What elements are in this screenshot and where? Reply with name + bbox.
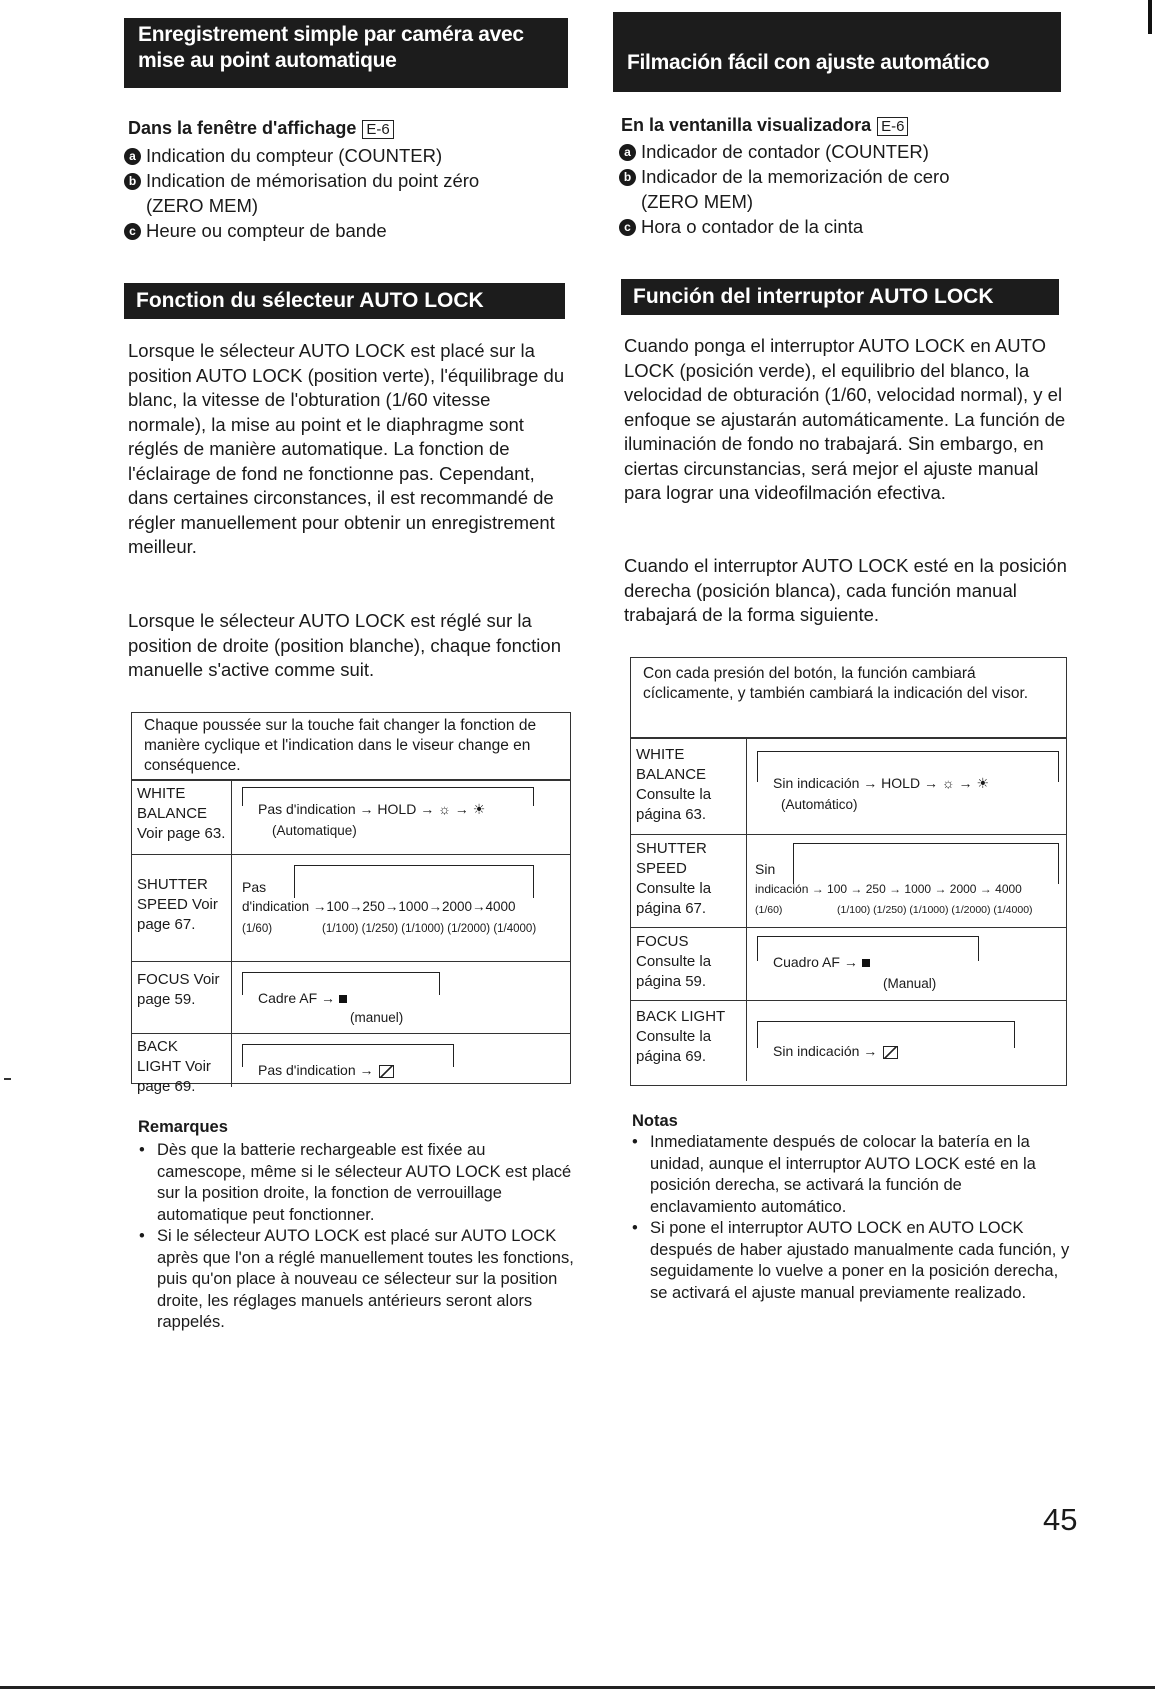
filled-square-icon	[862, 959, 870, 967]
left-paragraph-1: Lorsque le sélecteur AUTO LOCK est placé sur la position AUTO LOCK (position verte), l'équilibrage du blanc, la vitesse de l'obturation (1/60 vitesse normale), la mise au point et le diaphragme sont réglés de manière automatique. La fonction de l'éclairage de fond ne fonctionne pas. Cependant, dans certaines circonstances, il est recommandé de régler manuellement pour obtenir un enregistrement meilleur.	[128, 340, 565, 557]
margin-dash	[4, 1078, 11, 1080]
circled-letter-icon: a	[124, 148, 141, 165]
left-note-2: • Si le sélecteur AUTO LOCK est placé sur AUTO LOCK après que l'on a réglé manuellement toutes les fonctions, puis qu'on place à nouveau ce sélecteur sur la position droite, les réglages manuels antérieurs seront alors rappelés.	[137, 1226, 577, 1334]
right-row-shutter	[631, 834, 1066, 927]
row-label: BACK LIGHT Consulte la página 69.	[631, 1001, 747, 1081]
right-indicator-b: b Indicador de la memorización de cero	[619, 164, 1069, 189]
right-table-intro: Con cada presión del botón, la función cambiará cíclicamente, y también cambiará la indicación del visor.	[631, 658, 1066, 738]
right-row-focus	[631, 927, 1066, 1000]
row-value	[747, 739, 1066, 834]
left-note-1: • Dès que la batterie rechargeable est fixée au camescope, même si le sélecteur AUTO LOCK est placé sur la position droite, la fonction de verrouillage automatique peut fonctionner.	[137, 1140, 577, 1226]
right-indicator-b-cont: (ZERO MEM)	[641, 191, 754, 212]
focus-sequence: Cuadro AF →	[773, 952, 874, 972]
shutter-line1: Pas	[242, 879, 267, 895]
left-title-line1: Enregistrement simple par caméra avec	[138, 23, 524, 46]
right-note-2: • Si pone el interruptor AUTO LOCK en AUTO LOCK después de haber ajustado manualmente cada función, y seguidamente lo vuelve a poner en la posición derecha, se activará el ajuste manual previamente realizado.	[630, 1218, 1070, 1304]
left-row-focus	[132, 961, 570, 1033]
right-row-white-balance	[631, 738, 1066, 834]
left-indicator-list	[124, 143, 564, 243]
row-value	[232, 855, 570, 961]
circled-letter-icon: a	[619, 144, 636, 161]
right-section-title: Función del interruptor AUTO LOCK	[621, 279, 1059, 315]
right-title-banner	[613, 12, 1061, 92]
row-label: SHUTTER SPEED Consulte la página 67.	[631, 835, 747, 927]
shutter-line3b: (1/100) (1/250) (1/1000) (1/2000) (1/4000)	[837, 904, 1033, 916]
row-label: SHUTTER SPEED Voir page 67.	[132, 855, 232, 961]
row-value	[232, 1034, 570, 1087]
bottom-rule	[0, 1686, 1155, 1689]
left-indicator-a: a Indication du compteur (COUNTER)	[124, 143, 564, 168]
left-title-line2: mise au point automatique	[138, 49, 397, 72]
left-table-intro: Chaque poussée sur la touche fait changer la fonction de manière cyclique et l'indication dans le viseur change en conséquence.	[132, 713, 570, 780]
wb-note: (Automatique)	[272, 823, 357, 838]
cycle-line	[294, 865, 534, 898]
edge-mark	[1148, 0, 1152, 34]
left-paragraph-2: Lorsque le sélecteur AUTO LOCK est réglé sur la position de droite (position blanche), chaque fonction manuelle s'active comme suit.	[128, 610, 561, 680]
right-indicator-list	[619, 139, 1069, 239]
shutter-line2: d'indication →100→250→1000→2000→4000	[242, 899, 516, 914]
left-row-back-light	[132, 1033, 570, 1095]
right-row-back-light	[631, 1000, 1066, 1081]
cycle-line	[793, 843, 1059, 884]
left-indicator-b-cont: (ZERO MEM)	[146, 195, 259, 216]
left-title-banner	[124, 18, 568, 88]
left-function-table	[131, 712, 571, 1095]
row-value	[232, 781, 570, 854]
left-display-heading: Dans la fenêtre d'affichage E-6	[128, 118, 394, 139]
focus-sequence: Cadre AF →	[258, 988, 351, 1008]
circled-letter-icon: b	[619, 169, 636, 186]
left-row-white-balance	[132, 780, 570, 854]
circled-letter-icon: b	[124, 173, 141, 190]
row-label: WHITE BALANCE Voir page 63.	[132, 781, 232, 854]
right-indicator-a: a Indicador de contador (COUNTER)	[619, 139, 1069, 164]
right-notes-list	[630, 1132, 1070, 1304]
left-notes-title: Remarques	[138, 1118, 228, 1136]
right-paragraph-2: Cuando el interruptor AUTO LOCK esté en la posición derecha (posición blanca), cada función manual trabajará de la forma siguiente.	[624, 555, 1067, 625]
row-label: BACK LIGHT Voir page 69.	[132, 1034, 232, 1087]
filled-square-icon	[339, 995, 347, 1003]
circled-letter-icon: c	[619, 219, 636, 236]
left-indicator-c: c Heure ou compteur de bande	[124, 218, 564, 243]
left-display-ref: E-6	[362, 120, 393, 139]
right-notes-title: Notas	[632, 1112, 678, 1130]
row-label: FOCUS Voir page 59.	[132, 962, 232, 1033]
circled-letter-icon: c	[124, 223, 141, 240]
row-value	[747, 928, 1066, 1000]
page-number: 45	[1043, 1502, 1078, 1537]
right-function-table	[630, 657, 1067, 1086]
shutter-line3b: (1/100) (1/250) (1/1000) (1/2000) (1/4000)	[322, 923, 537, 935]
right-display-ref: E-6	[877, 117, 908, 136]
left-row-shutter	[132, 854, 570, 961]
shutter-line3a: (1/60)	[755, 904, 783, 916]
backlight-icon	[883, 1046, 898, 1059]
right-title-line1: Filmación fácil con ajuste automático	[627, 51, 990, 74]
wb-sequence: Pas d'indication → HOLD → ☼ → ☀	[258, 801, 486, 817]
row-value	[747, 835, 1066, 927]
row-label: FOCUS Consulte la página 59.	[631, 928, 747, 1000]
row-label: WHITE BALANCE Consulte la página 63.	[631, 739, 747, 834]
left-indicator-b: b Indication de mémorisation du point zéro	[124, 168, 564, 193]
right-paragraph-1: Cuando ponga el interruptor AUTO LOCK en AUTO LOCK (posición verde), el equilibrio del blanco, la velocidad de obturación (1/60, velocidad normal), y el enfoque se ajustarán automáticamente. La función de iluminación de fondo no trabajará. Sin embargo, en ciertas circunstancias, será mejor el ajuste manual para lograr una videofilmación efectiva.	[624, 335, 1066, 503]
shutter-line3a: (1/60)	[242, 923, 273, 935]
right-indicator-c: c Hora o contador de la cinta	[619, 214, 1069, 239]
shutter-line1: Sin	[755, 861, 776, 877]
left-section-title: Fonction du sélecteur AUTO LOCK	[124, 283, 565, 319]
right-display-heading: En la ventanilla visualizadora E-6	[621, 115, 908, 136]
wb-sequence: Sin indicación → HOLD → ☼ → ☀	[773, 775, 990, 791]
row-value	[232, 962, 570, 1033]
back-light-sequence: Sin indicación →	[773, 1041, 898, 1061]
back-light-sequence: Pas d'indication →	[258, 1060, 394, 1080]
row-value	[747, 1001, 1066, 1081]
focus-note: (manuel)	[350, 1010, 404, 1025]
shutter-line2: indicación → 100 → 250 → 1000 → 2000 → 4000	[755, 882, 1022, 896]
left-notes-list	[137, 1140, 577, 1334]
backlight-icon	[379, 1065, 394, 1078]
focus-note: (Manual)	[883, 976, 937, 991]
wb-note: (Automático)	[781, 797, 858, 812]
right-note-1: • Inmediatamente después de colocar la batería en la unidad, aunque el interruptor AUTO LOCK esté en la posición derecha, se activará la función de enclavamiento automático.	[630, 1132, 1070, 1218]
